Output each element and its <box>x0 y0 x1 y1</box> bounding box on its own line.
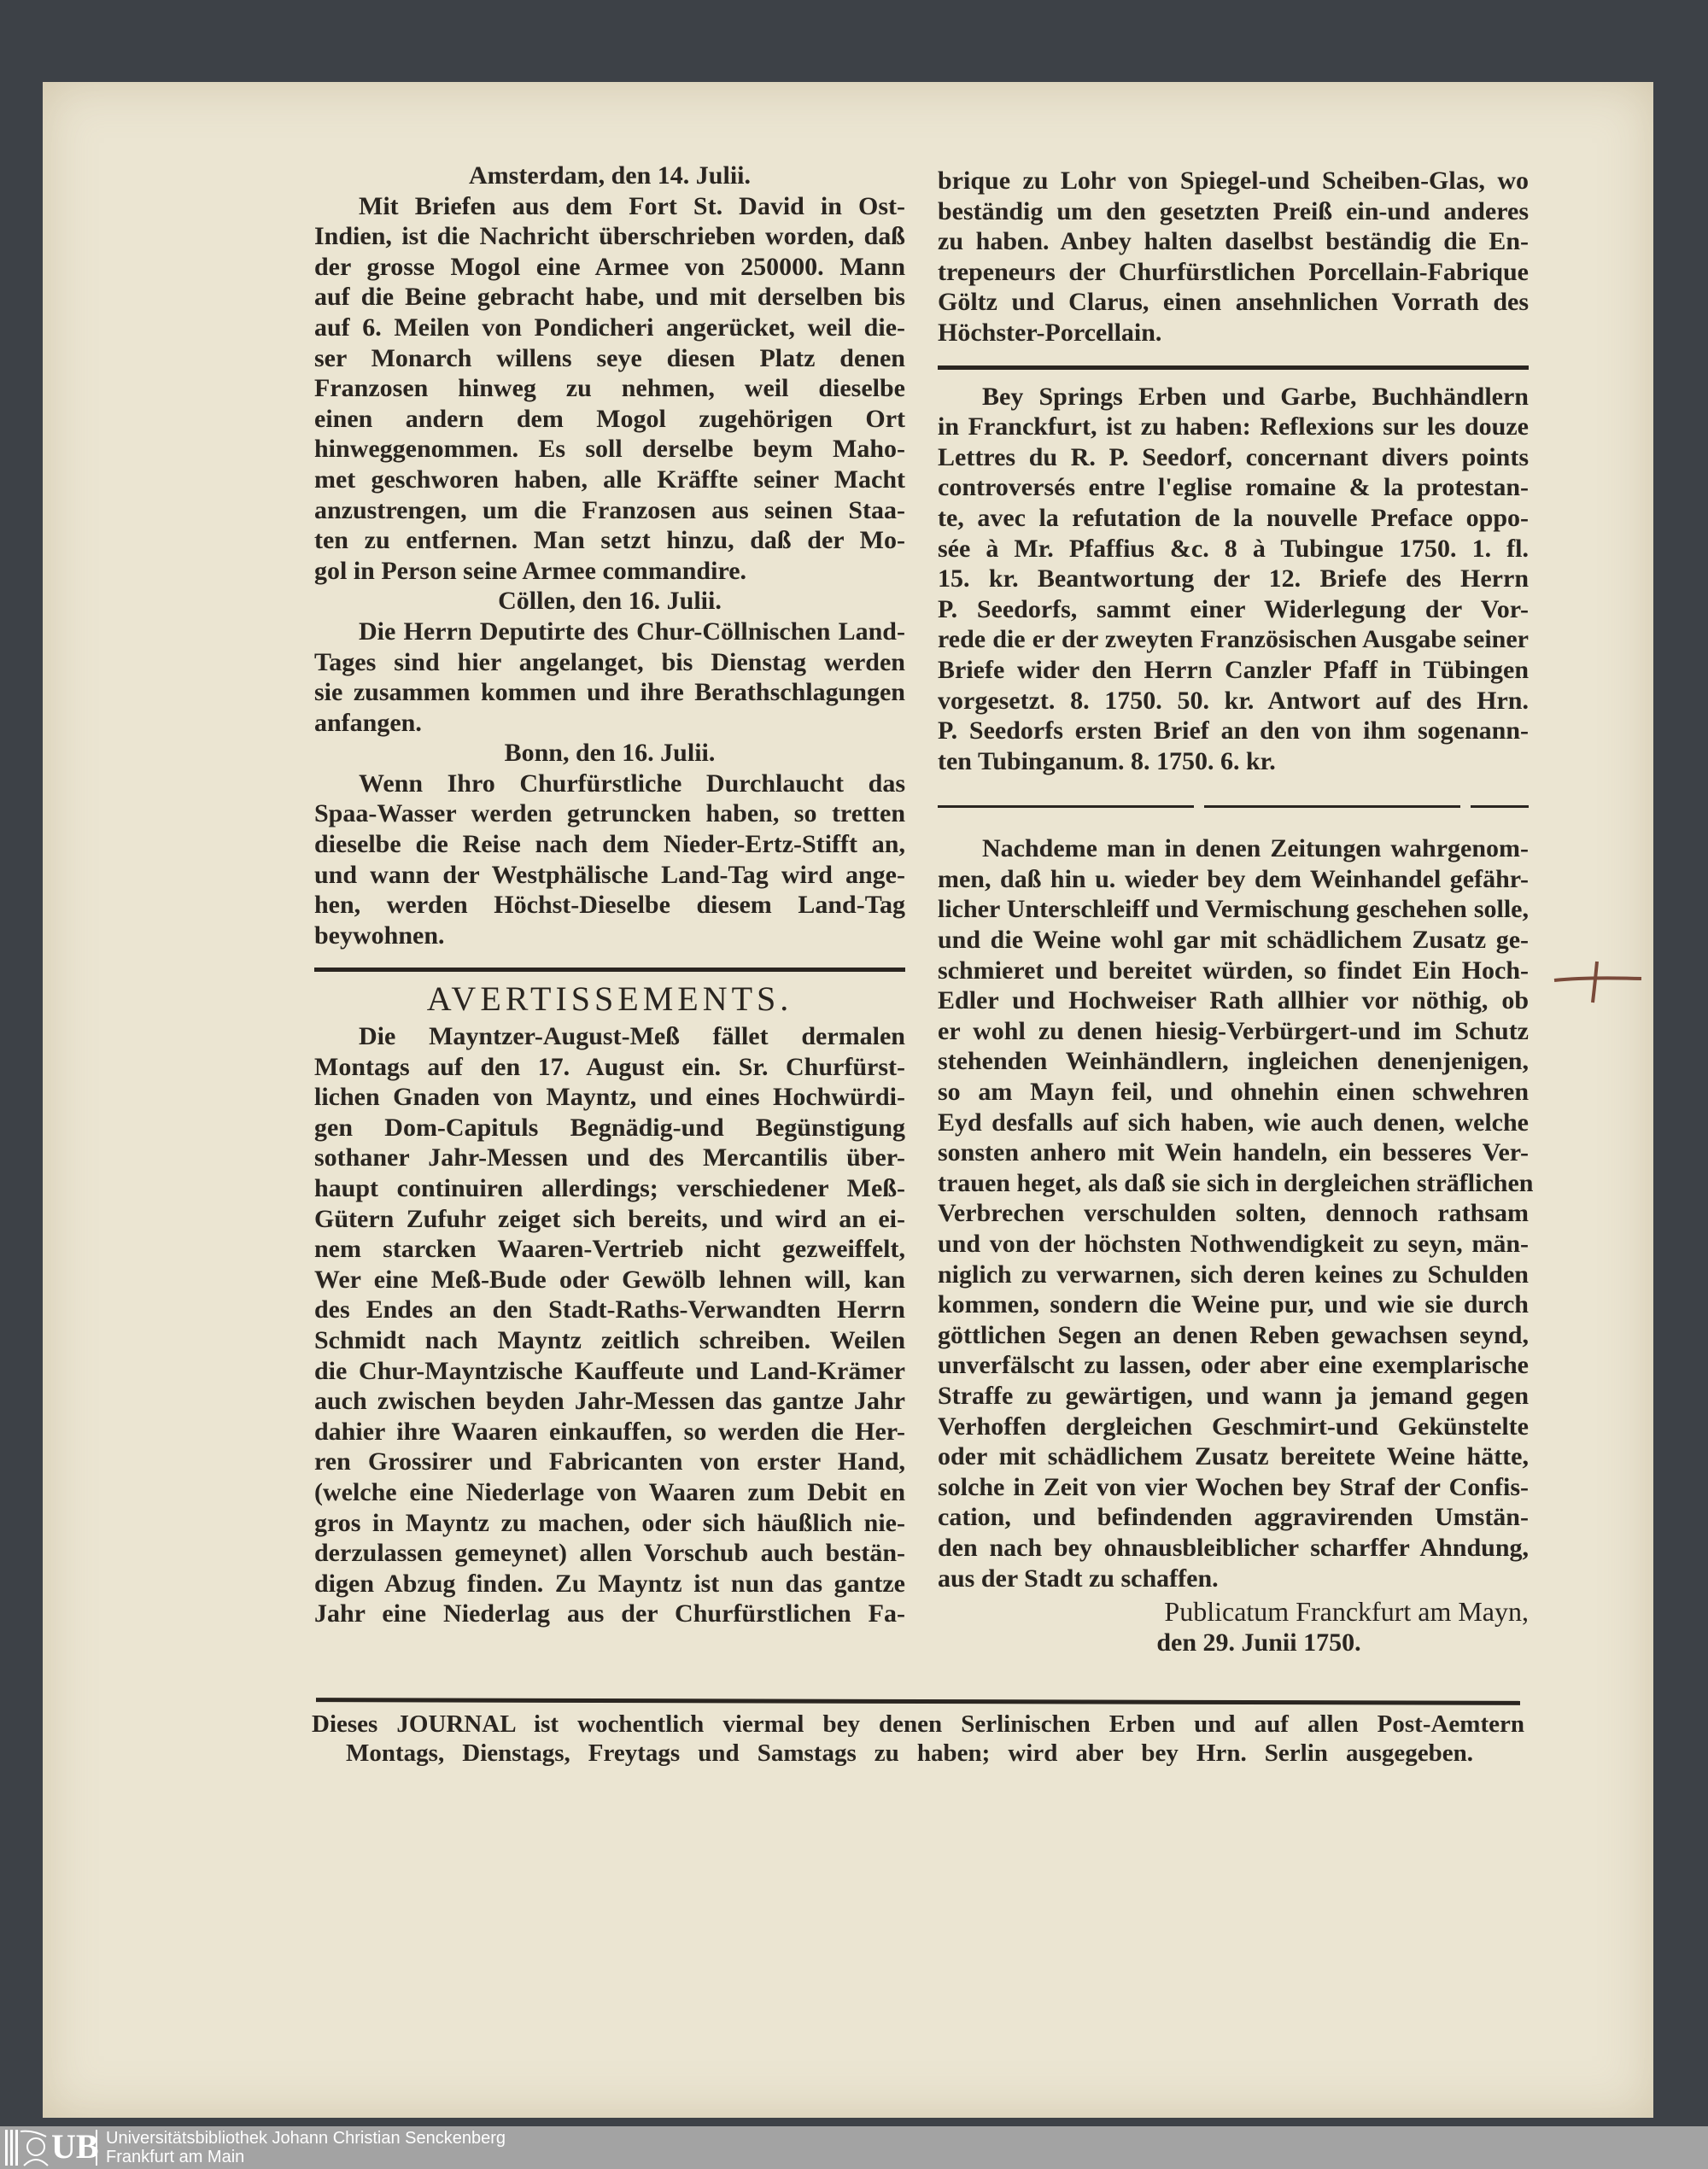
coellen-article <box>314 617 905 738</box>
text-line: Eyd desfalls auf sich haben, wie auch denen, welche <box>938 1108 1529 1137</box>
text-line: cation, und befindenden aggravirenden Umstän- <box>938 1503 1529 1532</box>
text-line: Wenn Ihro Churfürstliche Durchlaucht das <box>359 769 905 798</box>
text-line: Indien, ist die Nachricht überschrieben worden, daß <box>314 222 905 251</box>
text-line: controversés entre l'eglise romaine & la protestan- <box>938 473 1529 502</box>
text-line: Montags auf den 17. August ein. Sr. Churfürst- <box>314 1052 905 1081</box>
text-line: haupt continuiren allerdings; verschiedener Meß- <box>314 1174 905 1202</box>
text-line: digen Abzug finden. Zu Mayntz ist nun das gantze <box>314 1569 905 1598</box>
text-line: Schmidt nach Mayntz zeitlich schreiben. Weilen <box>314 1325 905 1354</box>
institution-name: Universitätsbibliothek Johann Christian Senckenberg <box>106 2129 506 2148</box>
text-line: dieselbe die Reise nach dem Nieder-Ertz-Stifft an, <box>314 830 905 859</box>
amsterdam-article <box>314 191 905 587</box>
text-line: Edler und Hochweiser Rath allhier vor nöthig, ob <box>938 986 1529 1015</box>
avertissements-heading: AVERTISSEMENTS. <box>426 979 793 1019</box>
text-line: auch zwischen beyden Jahr-Messen das gantze Jahr <box>314 1387 905 1416</box>
text-line: lichen Gnaden von Mayntz, und eines Hochwürdi- <box>314 1083 905 1112</box>
text-line: stehenden Weinhändlern, ingleichen denenjenigen, <box>938 1047 1529 1076</box>
left-column <box>314 161 905 1629</box>
text-line: trauen heget, als daß sie sich in dergleichen sträflichen <box>938 1168 1534 1197</box>
text-line: er wohl zu denen hiesig-Verbürgert-und im Schutz <box>938 1016 1529 1045</box>
text-line: ren Grossirer und Fabricanten von erster Hand, <box>314 1447 905 1476</box>
text-line: men, daß hin u. wieder bey dem Weinhandel gefähr- <box>938 864 1529 893</box>
text-line: brique zu Lohr von Spiegel-und Scheiben-Glas, wo <box>938 167 1529 195</box>
decree-date: den 29. Junii 1750. <box>1156 1628 1361 1657</box>
section-divider <box>314 968 905 972</box>
text-line: te, avec la refutation de la nouvelle Preface oppo- <box>938 503 1529 532</box>
text-line: die Chur-Mayntzische Kauffeute und Land-Krämer <box>314 1356 905 1385</box>
text-line: Franzosen hinweg zu nehmen, weil dieselbe <box>314 374 905 403</box>
text-line: Göltz und Clarus, einen ansehnlichen Vorrath des <box>938 288 1529 317</box>
text-line: sie zusammen kommen und ihre Berathschlagungen <box>314 678 905 707</box>
journal-notice-line: Dieses JOURNAL ist wochentlich viermal bey denen Serlinischen Erben und auf allen Post-Aemtern <box>312 1710 1524 1738</box>
text-line: nem starcken Waaren-Vertrieb nicht gezweiffelt, <box>314 1235 905 1264</box>
text-line: Lettres du R. P. Seedorf, concernant divers points <box>938 442 1529 471</box>
text-line: Die Herrn Deputirte des Chur-Cöllnischen Land- <box>359 617 905 646</box>
text-line: göttlichen Segen an denen Reben gewachsen seynd, <box>938 1320 1529 1349</box>
text-line: und wann der Westphälische Land-Tag wird ange- <box>314 860 905 889</box>
text-line: Jahr eine Niederlag aus der Churfürstlichen Fa- <box>314 1599 905 1628</box>
amsterdam-heading: Amsterdam, den 14. Julii. <box>469 161 751 190</box>
text-line: anzustrengen, um die Franzosen aus seinen Staa- <box>314 495 905 524</box>
text-line: solche in Zeit von vier Wochen bey Straf der Confis- <box>938 1472 1529 1501</box>
text-line: gol in Person seine Armee commandire. <box>314 556 747 585</box>
text-line: Gütern Zufuhr zeiget sich bereits, und wird an ei- <box>314 1204 905 1233</box>
text-line: Briefe wider den Herrn Canzler Pfaff in Tübingen <box>938 655 1529 684</box>
journal-notice-line: Montags, Dienstags, Freytags und Samstags zu haben; wird aber bey Hrn. Serlin ausgegeben. <box>346 1739 1473 1767</box>
text-line: rede die er der zweyten Französischen Ausgabe seiner <box>938 625 1529 654</box>
text-line: und die Weine wohl gar mit schädlichem Zusatz ge- <box>938 926 1529 955</box>
text-line: oder mit schädlichem Zusatz bereitete Weine hätte, <box>938 1442 1529 1471</box>
text-line: ten Tubinganum. 8. 1750. 6. kr. <box>938 746 1276 775</box>
text-line: beywohnen. <box>314 921 445 950</box>
library-credit <box>106 2129 506 2166</box>
text-line: Wer eine Meß-Bude oder Gewölb lehnen will, kan <box>314 1265 905 1294</box>
text-line: unverfälscht zu lassen, oder aber eine exemplarische <box>938 1351 1529 1380</box>
text-line: sée à Mr. Pfaffius &c. 8 à Tubingue 1750. 1. fl. <box>938 534 1529 563</box>
text-line: sothaner Jahr-Messen und des Mercantilis über- <box>314 1143 905 1172</box>
institution-city: Frankfurt am Main <box>106 2148 245 2166</box>
text-line: vorgesetzt. 8. 1750. 50. kr. Antwort auf des Hrn. <box>938 686 1529 715</box>
text-line: dahier ihre Waaren einkauffen, so werden die Her- <box>314 1417 905 1446</box>
text-line: hinweggenommen. Es soll derselbe beym Maho- <box>314 435 905 464</box>
text-line: Nachdeme man in denen Zeitungen wahrgenom- <box>982 834 1529 863</box>
text-line: derzulassen gemeynet) allen Vorschub auch bestän- <box>314 1539 905 1568</box>
journal-notice <box>312 1710 1524 1768</box>
text-line: ser Monarch willens seye diesen Platz denen <box>314 343 905 372</box>
text-line: P. Seedorfs ersten Brief an den von ihm sogenann- <box>938 716 1529 745</box>
library-footer-bar <box>0 2126 1708 2169</box>
text-line: met geschworen haben, alle Kräffte seiner Macht <box>314 465 905 494</box>
text-line: den nach bey ohnausbleiblicher scharffer Ahndung, <box>938 1533 1529 1562</box>
text-line: aus der Stadt zu schaffen. <box>938 1564 1219 1593</box>
text-line: einen andern dem Mogol zugehörigen Ort <box>314 404 905 433</box>
text-line: Bey Springs Erben und Garbe, Buchhändlern <box>982 382 1529 411</box>
text-line: gen Dom-Capituls Begnädig-und Begünstigung <box>314 1113 905 1142</box>
text-line: anfangen. <box>314 708 422 737</box>
text-line: auf 6. Meilen von Pondicheri angerücket, weil die- <box>314 313 905 342</box>
decree-article <box>938 833 1534 1593</box>
text-line: kommen, sondern die Weine pur, und wie sie durch <box>938 1290 1529 1319</box>
text-line: hen, werden Höchst-Dieselbe diesem Land-Tag <box>314 891 905 920</box>
avertissements-article <box>314 1021 905 1629</box>
text-line: und von der höchsten Nothwendigkeit zu seyn, män- <box>938 1230 1529 1258</box>
text-line: Verhoffen dergleichen Geschmirt-und Gekünstelte <box>938 1412 1529 1441</box>
text-line: Mit Briefen aus dem Fort St. David in Ost- <box>359 191 905 220</box>
text-line: so am Mayn feil, und ohnehin einen schwehren <box>938 1078 1529 1107</box>
library-logo-text: UB <box>51 2127 99 2166</box>
text-line: sonsten anhero mit Wein handeln, ein besseres Ver- <box>938 1138 1529 1167</box>
text-line: 15. kr. Beantwortung der 12. Briefe des Herrn <box>938 564 1529 593</box>
section-divider-dashed <box>938 805 1529 808</box>
handwritten-cross-mark <box>1553 955 1647 1006</box>
text-line: der grosse Mogol eine Armee von 250000. Mann <box>314 252 905 281</box>
text-line: Höchster-Porcellain. <box>938 318 1162 347</box>
text-line: Straffe zu gewärtigen, und wann ja jemand gegen <box>938 1381 1529 1410</box>
text-line: licher Unterschleiff und Vermischung geschehen solle, <box>938 895 1529 924</box>
text-line: gros in Mayntz zu machen, oder sich häußlich nie- <box>314 1508 905 1537</box>
books-article <box>938 382 1529 777</box>
text-line: Tages sind hier angelanget, bis Dienstag werden <box>314 647 905 676</box>
text-line: niglich zu verwarnen, sich deren keines zu Schulden <box>938 1260 1529 1289</box>
text-line: auf die Beine gebracht habe, und mit derselben bis <box>314 283 905 312</box>
text-line: des Endes an den Stadt-Raths-Verwandten Herrn <box>314 1295 905 1324</box>
text-line: in Franckfurt, ist zu haben: Reflexions sur les douze <box>938 412 1529 441</box>
bonn-article <box>314 769 905 951</box>
text-line: Verbrechen verschulden solten, dennoch rathsam <box>938 1199 1529 1228</box>
text-line: schmieret und bereitet würden, so findet Ein Hoch- <box>938 956 1529 985</box>
section-divider <box>938 365 1529 370</box>
right-column <box>938 166 1534 1657</box>
coellen-heading: Cöllen, den 16. Julii. <box>498 587 722 616</box>
text-line: P. Seedorfs, sammt einer Widerlegung der Vor- <box>938 594 1529 623</box>
bonn-heading: Bonn, den 16. Julii. <box>504 739 716 768</box>
text-line: Spaa-Wasser werden getruncken haben, so tretten <box>314 799 905 828</box>
text-line: beständig um den gesetzten Preiß ein-und anderes <box>938 196 1529 225</box>
fabrique-article <box>938 166 1529 348</box>
text-line: Die Mayntzer-August-Meß fället dermalen <box>359 1022 905 1051</box>
text-line: zu haben. Anbey halten daselbst beständig die En- <box>938 227 1529 256</box>
text-line: (welche eine Niederlage von Waaren zum Debit en <box>314 1477 905 1506</box>
publicatum-line: Publicatum Franckfurt am Mayn, <box>1164 1596 1529 1628</box>
text-line: ten zu entfernen. Man setzt hinzu, daß der Mo- <box>314 526 905 555</box>
text-line: trepeneurs der Churfürstlichen Porcellain-Fabrique <box>938 257 1529 286</box>
